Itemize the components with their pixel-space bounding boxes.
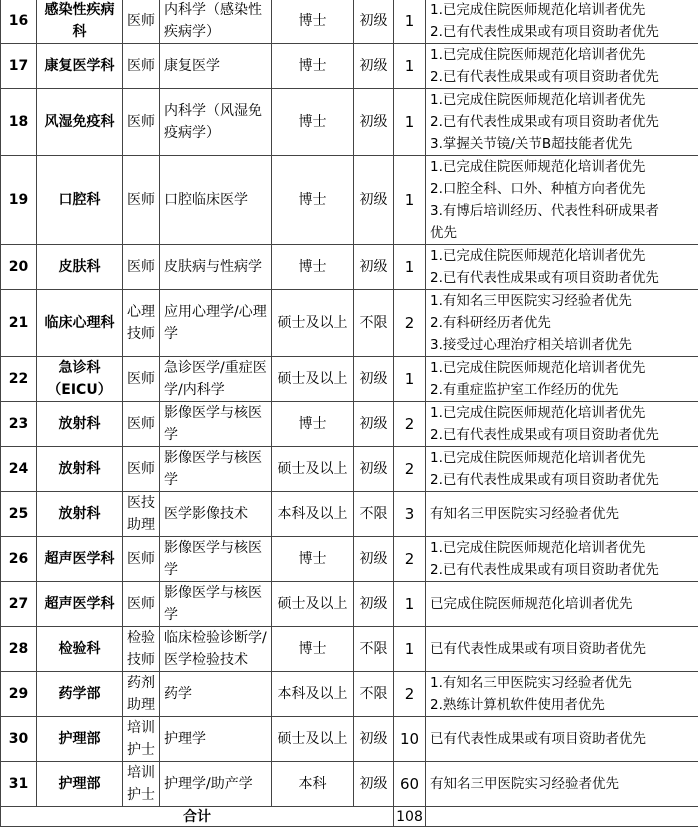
title-cell: 初级 [354, 0, 394, 44]
total-value: 108 [394, 807, 426, 827]
row-number: 30 [1, 717, 37, 762]
requirement-line: 2.已有代表性成果或有项目资助者优先 [430, 267, 696, 289]
major-cell: 影像医学与核医学 [160, 582, 272, 627]
requirements-cell [426, 717, 698, 762]
row-number: 16 [1, 0, 37, 44]
education-cell: 硕士及以上 [272, 290, 354, 357]
education-cell: 博士 [272, 0, 354, 44]
department-cell: 放射科 [37, 492, 123, 537]
headcount-cell: 1 [394, 0, 426, 44]
department-cell: 皮肤科 [37, 245, 123, 290]
row-number: 19 [1, 156, 37, 245]
table-row [1, 0, 698, 44]
requirements-cell [426, 447, 698, 492]
table-body [1, 0, 698, 827]
department-cell: 风湿免疫科 [37, 89, 123, 156]
table-row [1, 762, 698, 807]
table-row [1, 537, 698, 582]
row-number: 27 [1, 582, 37, 627]
education-cell: 硕士及以上 [272, 582, 354, 627]
table-row [1, 492, 698, 537]
row-number: 24 [1, 447, 37, 492]
requirements-cell [426, 672, 698, 717]
title-cell: 初级 [354, 357, 394, 402]
position-type-cell: 医师 [123, 44, 160, 89]
requirement-line: 3.接受过心理治疗相关培训者优先 [430, 334, 696, 356]
education-cell: 博士 [272, 627, 354, 672]
position-type-cell: 药剂助理 [123, 672, 160, 717]
table-row [1, 447, 698, 492]
position-type-cell: 检验技师 [123, 627, 160, 672]
row-number: 20 [1, 245, 37, 290]
position-type-cell: 医师 [123, 0, 160, 44]
table-row [1, 672, 698, 717]
title-cell: 初级 [354, 44, 394, 89]
education-cell: 博士 [272, 402, 354, 447]
education-cell: 本科 [272, 762, 354, 807]
row-number: 17 [1, 44, 37, 89]
requirements-cell [426, 492, 698, 537]
major-cell: 康复医学 [160, 44, 272, 89]
requirement-line: 2.已有代表性成果或有项目资助者优先 [430, 424, 696, 446]
title-cell: 初级 [354, 402, 394, 447]
department-cell: 急诊科（EICU） [37, 357, 123, 402]
position-type-cell: 心理技师 [123, 290, 160, 357]
title-cell: 初级 [354, 537, 394, 582]
requirements-cell [426, 245, 698, 290]
position-type-cell: 医技助理 [123, 492, 160, 537]
row-number: 28 [1, 627, 37, 672]
table-row [1, 89, 698, 156]
requirement-line: 1.已完成住院医师规范化培训者优先 [430, 156, 696, 178]
title-cell: 初级 [354, 447, 394, 492]
total-label: 合计 [1, 807, 394, 827]
requirement-line: 3.掌握关节镜/关节B超技能者优先 [430, 133, 696, 155]
title-cell: 不限 [354, 627, 394, 672]
headcount-cell: 3 [394, 492, 426, 537]
requirements-cell [426, 537, 698, 582]
education-cell: 硕士及以上 [272, 357, 354, 402]
requirement-line: 2.已有代表性成果或有项目资助者优先 [430, 21, 696, 43]
major-cell: 护理学/助产学 [160, 762, 272, 807]
title-cell: 初级 [354, 582, 394, 627]
headcount-cell: 2 [394, 537, 426, 582]
position-type-cell: 医师 [123, 537, 160, 582]
headcount-cell: 60 [394, 762, 426, 807]
requirement-line: 已有代表性成果或有项目资助者优先 [430, 638, 696, 660]
education-cell: 本科及以上 [272, 672, 354, 717]
requirement-line: 3.有博后培训经历、代表性科研成果者 [430, 200, 696, 222]
title-cell: 不限 [354, 672, 394, 717]
headcount-cell: 1 [394, 245, 426, 290]
major-cell: 急诊医学/重症医学/内科学 [160, 357, 272, 402]
title-cell: 不限 [354, 492, 394, 537]
education-cell: 博士 [272, 89, 354, 156]
position-type-cell: 医师 [123, 447, 160, 492]
table-row [1, 402, 698, 447]
education-cell: 本科及以上 [272, 492, 354, 537]
title-cell: 初级 [354, 156, 394, 245]
department-cell: 放射科 [37, 447, 123, 492]
department-cell: 放射科 [37, 402, 123, 447]
requirement-line: 1.已完成住院医师规范化培训者优先 [430, 245, 696, 267]
major-cell: 临床检验诊断学/医学检验技术 [160, 627, 272, 672]
requirement-line: 优先 [430, 222, 696, 244]
department-cell: 康复医学科 [37, 44, 123, 89]
headcount-cell: 2 [394, 447, 426, 492]
requirements-cell [426, 402, 698, 447]
major-cell: 影像医学与核医学 [160, 402, 272, 447]
education-cell: 博士 [272, 537, 354, 582]
headcount-cell: 1 [394, 89, 426, 156]
requirement-line: 2.已有代表性成果或有项目资助者优先 [430, 66, 696, 88]
table-row [1, 290, 698, 357]
requirement-line: 1.有知名三甲医院实习经验者优先 [430, 672, 696, 694]
requirement-line: 有知名三甲医院实习经验者优先 [430, 503, 696, 525]
title-cell: 初级 [354, 717, 394, 762]
headcount-cell: 2 [394, 672, 426, 717]
position-type-cell: 医师 [123, 357, 160, 402]
major-cell: 皮肤病与性病学 [160, 245, 272, 290]
position-type-cell: 医师 [123, 245, 160, 290]
requirements-cell [426, 44, 698, 89]
major-cell: 药学 [160, 672, 272, 717]
department-cell: 感染性疾病科 [37, 0, 123, 44]
requirement-line: 1.已完成住院医师规范化培训者优先 [430, 0, 696, 21]
row-number: 31 [1, 762, 37, 807]
headcount-cell: 2 [394, 402, 426, 447]
requirement-line: 有知名三甲医院实习经验者优先 [430, 773, 696, 795]
title-cell: 初级 [354, 89, 394, 156]
department-cell: 护理部 [37, 762, 123, 807]
requirements-cell [426, 290, 698, 357]
position-type-cell: 培训护士 [123, 717, 160, 762]
total-row [1, 807, 698, 827]
requirements-cell [426, 156, 698, 245]
major-cell: 应用心理学/心理学 [160, 290, 272, 357]
position-type-cell: 医师 [123, 89, 160, 156]
education-cell: 博士 [272, 156, 354, 245]
major-cell: 影像医学与核医学 [160, 537, 272, 582]
education-cell: 博士 [272, 245, 354, 290]
title-cell: 不限 [354, 290, 394, 357]
table-row [1, 582, 698, 627]
row-number: 18 [1, 89, 37, 156]
position-type-cell: 医师 [123, 582, 160, 627]
requirement-line: 1.已完成住院医师规范化培训者优先 [430, 44, 696, 66]
requirement-line: 1.已完成住院医师规范化培训者优先 [430, 537, 696, 559]
major-cell: 口腔临床医学 [160, 156, 272, 245]
headcount-cell: 1 [394, 156, 426, 245]
education-cell: 博士 [272, 44, 354, 89]
department-cell: 临床心理科 [37, 290, 123, 357]
requirements-cell [426, 627, 698, 672]
department-cell: 超声医学科 [37, 582, 123, 627]
table-row [1, 245, 698, 290]
requirements-cell [426, 762, 698, 807]
requirements-cell [426, 582, 698, 627]
table-row [1, 717, 698, 762]
position-type-cell: 医师 [123, 402, 160, 447]
headcount-cell: 1 [394, 582, 426, 627]
major-cell: 内科学（风湿免疫病学） [160, 89, 272, 156]
row-number: 26 [1, 537, 37, 582]
requirement-line: 1.已完成住院医师规范化培训者优先 [430, 447, 696, 469]
requirement-line: 1.已完成住院医师规范化培训者优先 [430, 402, 696, 424]
table-row [1, 44, 698, 89]
requirement-line: 2.熟练计算机软件使用者优先 [430, 694, 696, 716]
row-number: 25 [1, 492, 37, 537]
position-type-cell: 医师 [123, 156, 160, 245]
requirement-line: 2.口腔全科、口外、种植方向者优先 [430, 178, 696, 200]
requirements-cell [426, 357, 698, 402]
requirement-line: 1.已完成住院医师规范化培训者优先 [430, 357, 696, 379]
requirement-line: 2.有科研经历者优先 [430, 312, 696, 334]
row-number: 21 [1, 290, 37, 357]
education-cell: 硕士及以上 [272, 717, 354, 762]
education-cell: 硕士及以上 [272, 447, 354, 492]
department-cell: 口腔科 [37, 156, 123, 245]
headcount-cell: 10 [394, 717, 426, 762]
requirement-line: 2.已有代表性成果或有项目资助者优先 [430, 111, 696, 133]
table-row [1, 156, 698, 245]
row-number: 29 [1, 672, 37, 717]
headcount-cell: 1 [394, 627, 426, 672]
headcount-cell: 2 [394, 290, 426, 357]
requirement-line: 2.已有代表性成果或有项目资助者优先 [430, 559, 696, 581]
requirements-cell [426, 89, 698, 156]
requirement-line: 1.有知名三甲医院实习经验者优先 [430, 290, 696, 312]
requirement-line: 已完成住院医师规范化培训者优先 [430, 593, 696, 615]
requirement-line: 已有代表性成果或有项目资助者优先 [430, 728, 696, 750]
department-cell: 检验科 [37, 627, 123, 672]
table-row [1, 357, 698, 402]
department-cell: 护理部 [37, 717, 123, 762]
title-cell: 初级 [354, 762, 394, 807]
title-cell: 初级 [354, 245, 394, 290]
major-cell: 影像医学与核医学 [160, 447, 272, 492]
position-type-cell: 培训护士 [123, 762, 160, 807]
row-number: 22 [1, 357, 37, 402]
department-cell: 超声医学科 [37, 537, 123, 582]
major-cell: 医学影像技术 [160, 492, 272, 537]
requirements-cell [426, 0, 698, 44]
table-row [1, 627, 698, 672]
major-cell: 护理学 [160, 717, 272, 762]
row-number: 23 [1, 402, 37, 447]
major-cell: 内科学（感染性疾病学） [160, 0, 272, 44]
headcount-cell: 1 [394, 357, 426, 402]
headcount-cell: 1 [394, 44, 426, 89]
requirement-line: 2.有重症监护室工作经历的优先 [430, 379, 696, 401]
total-empty-cell [426, 807, 698, 827]
requirement-line: 2.已有代表性成果或有项目资助者优先 [430, 469, 696, 491]
requirement-line: 1.已完成住院医师规范化培训者优先 [430, 89, 696, 111]
department-cell: 药学部 [37, 672, 123, 717]
